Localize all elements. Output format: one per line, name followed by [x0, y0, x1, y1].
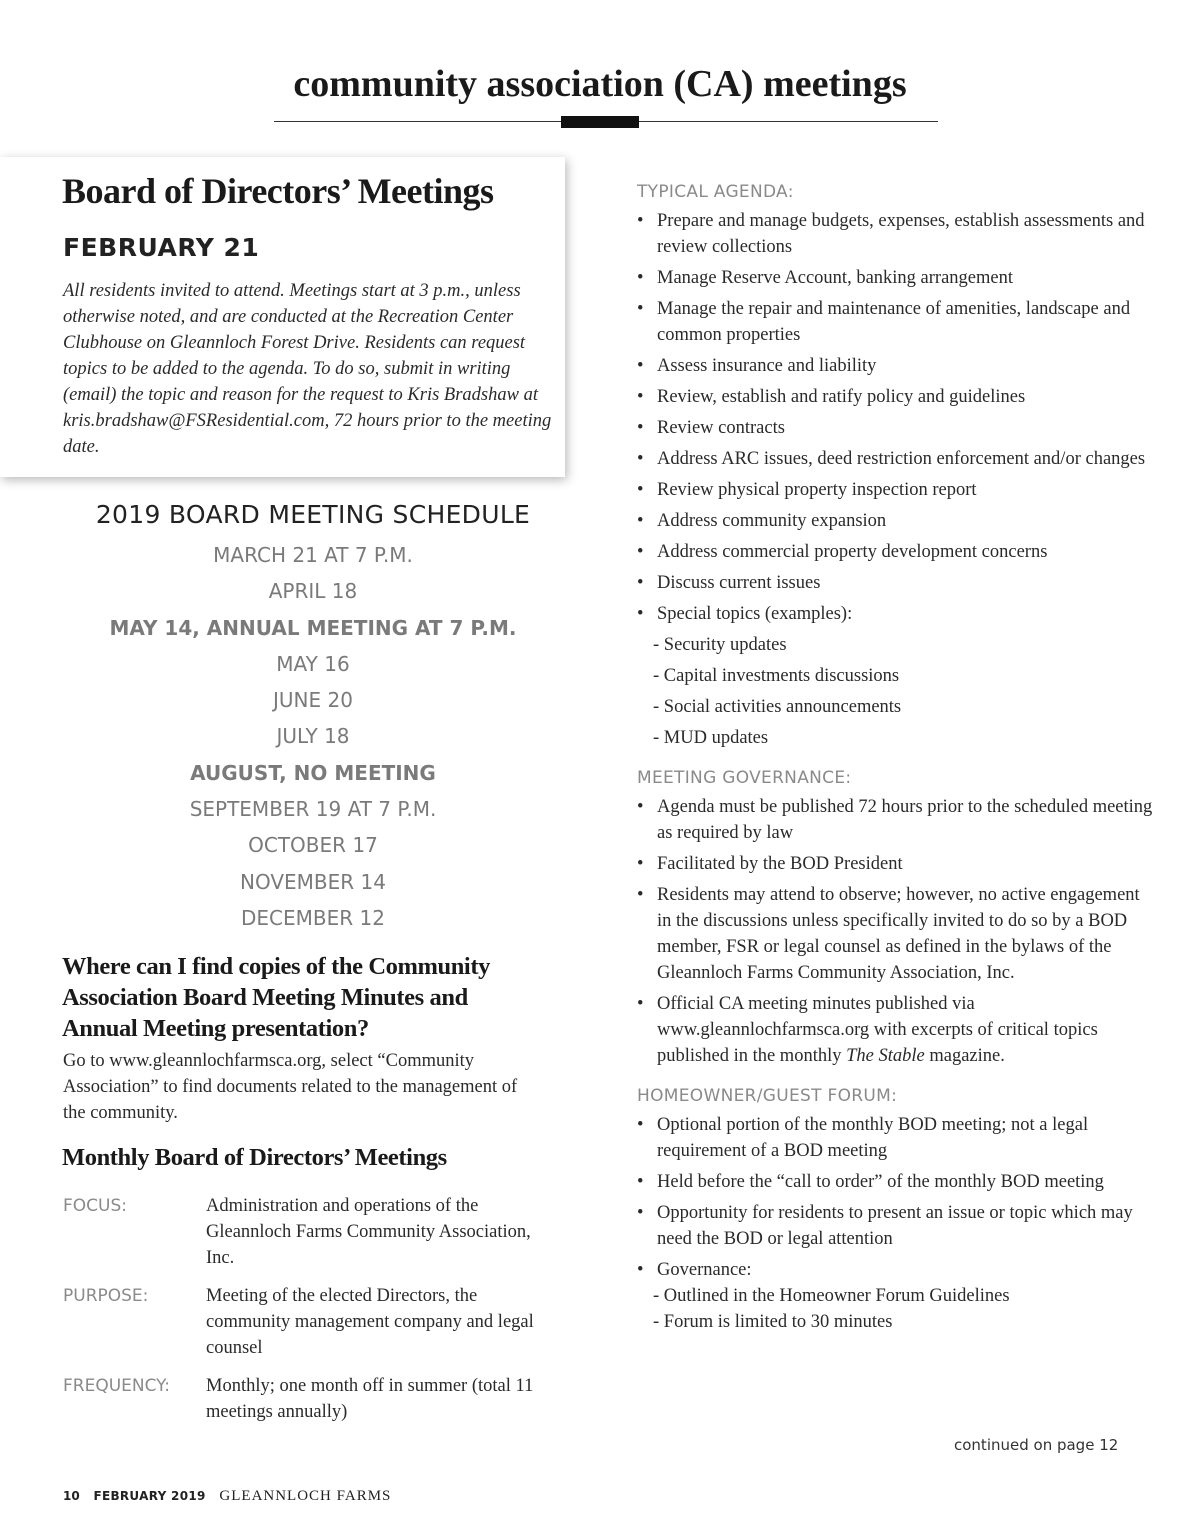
schedule-item: JUNE 20 [273, 688, 353, 713]
frequency-label: FREQUENCY: [63, 1376, 171, 1396]
schedule-item: JULY 18 [276, 724, 350, 749]
page-footer [63, 1488, 391, 1505]
forum-list [637, 1112, 1157, 1283]
agenda-item: • Review physical property inspection report [637, 480, 977, 500]
purpose-label: PURPOSE: [63, 1286, 149, 1306]
agenda-item: • Address commercial property development concerns [637, 542, 1048, 562]
right-column [637, 178, 1157, 1335]
schedule-item: SEPTEMBER 19 AT 7 P.M. [189, 797, 437, 822]
governance-item: • Official CA meeting minutes published via www.gleannlochfarmsca.org with excerpts of critical topics published in the monthly The Stable magazine. [637, 994, 1098, 1066]
governance-item: • Agenda must be published 72 hours prior to the scheduled meeting as required by law [637, 797, 1153, 843]
schedule-item: MARCH 21 AT 7 P.M. [213, 543, 413, 567]
agenda-item: • Manage the repair and maintenance of amenities, landscape and common properties [637, 299, 1131, 345]
governance-list [637, 794, 1157, 1069]
forum-governance-item: - Outlined in the Homeowner Forum Guidelines [653, 1286, 1010, 1306]
page-number: 10 [63, 1489, 80, 1503]
special-topic-item: - Capital investments discussions [653, 666, 900, 686]
agenda-item: • Assess insurance and liability [637, 356, 877, 376]
governance-label: MEETING GOVERNANCE: [637, 768, 852, 788]
agenda-item: • Address ARC issues, deed restriction enforcement and/or changes [637, 449, 1146, 469]
issue-month: FEBRUARY 2019 [93, 1489, 206, 1503]
board-meetings-title: Board of Directors’ Meetings [62, 171, 494, 211]
schedule-list [63, 540, 563, 939]
monthly-meetings-heading: Monthly Board of Directors’ Meetings [62, 1144, 447, 1171]
agenda-label: TYPICAL AGENDA: [637, 182, 794, 202]
forum-item: • Governance: [637, 1260, 752, 1280]
faq-heading: Where can I find copies of the Community Association Board Meeting Minutes and Annual Meeting presentation? [62, 953, 490, 1042]
frequency-value: Monthly; one month off in summer (total 11 meetings annually) [206, 1376, 534, 1422]
forum-governance-item: - Forum is limited to 30 minutes [653, 1312, 893, 1332]
agenda-item: • Manage Reserve Account, banking arrangement [637, 268, 1013, 288]
agenda-item: • Review contracts [637, 418, 785, 438]
schedule-title: 2019 BOARD MEETING SCHEDULE [95, 500, 531, 529]
publication-name: GLEANNLOCH FARMS [219, 1488, 392, 1504]
purpose-value: Meeting of the elected Directors, the community management company and legal counsel [206, 1286, 534, 1358]
forum-label: HOMEOWNER/GUEST FORUM: [637, 1086, 898, 1106]
page-header [0, 62, 1200, 106]
agenda-item: • Review, establish and ratify policy and guidelines [637, 387, 1026, 407]
forum-governance-list [653, 1283, 1157, 1335]
special-topic-item: - Security updates [653, 635, 787, 655]
continued-note: continued on page 12 [954, 1436, 1119, 1454]
schedule-item: APRIL 18 [268, 579, 358, 604]
special-topics-list [653, 632, 1157, 751]
agenda-item: • Prepare and manage budgets, expenses, establish assessments and review collections [637, 211, 1145, 257]
governance-item: • Residents may attend to observe; however, no active engagement in the discussions unless specifically invited to do so by a BOD member, FSR or legal counsel as defined in the bylaws of the Gleannloch Farms Community Association, Inc. [637, 885, 1140, 983]
magazine-title: The Stable [846, 1046, 925, 1066]
focus-value: Administration and operations of the Gleannloch Farms Community Association, Inc. [206, 1196, 531, 1268]
page-title: community association (CA) meetings [293, 63, 907, 105]
forum-item: • Optional portion of the monthly BOD meeting; not a legal requirement of a BOD meeting [637, 1115, 1089, 1161]
board-meeting-description: All residents invited to attend. Meetings start at 3 p.m., unless otherwise noted, and are conducted at the Recreation Center Clubhouse on Gleannloch Forest Drive. Residents can request topics to be added to the agenda. To do so, submit in writing (email) the topic and reason for the request to Kris Bradshaw at kris.bradshaw@FSResidential.com, 72 hours prior to the meeting date. [63, 281, 552, 457]
agenda-item: • Discuss current issues [637, 573, 821, 593]
special-topic-item: - Social activities announcements [653, 697, 902, 717]
schedule-item-no-meeting: AUGUST, NO MEETING [190, 760, 436, 785]
schedule-item: NOVEMBER 14 [240, 869, 386, 894]
forum-item: • Held before the “call to order” of the monthly BOD meeting [637, 1172, 1104, 1192]
schedule-item: OCTOBER 17 [248, 833, 378, 858]
header-accent-bar [561, 116, 639, 128]
agenda-item: • Address community expansion [637, 511, 887, 531]
agenda-item: • Special topics (examples): [637, 604, 853, 624]
focus-label: FOCUS: [63, 1196, 127, 1216]
governance-item: • Facilitated by the BOD President [637, 854, 903, 874]
board-meeting-date: FEBRUARY 21 [63, 233, 260, 262]
special-topic-item: - MUD updates [653, 728, 769, 748]
schedule-item: MAY 16 [276, 651, 350, 676]
faq-body: Go to www.gleannlochfarmsca.org, select “Community Association” to find documents related to the management of the community. [63, 1051, 518, 1123]
schedule-item: DECEMBER 12 [241, 905, 385, 930]
agenda-list [637, 208, 1157, 627]
forum-item: • Opportunity for residents to present an issue or topic which may need the BOD or legal attention [637, 1203, 1133, 1249]
schedule-item-annual: MAY 14, ANNUAL MEETING AT 7 P.M. [109, 615, 517, 640]
